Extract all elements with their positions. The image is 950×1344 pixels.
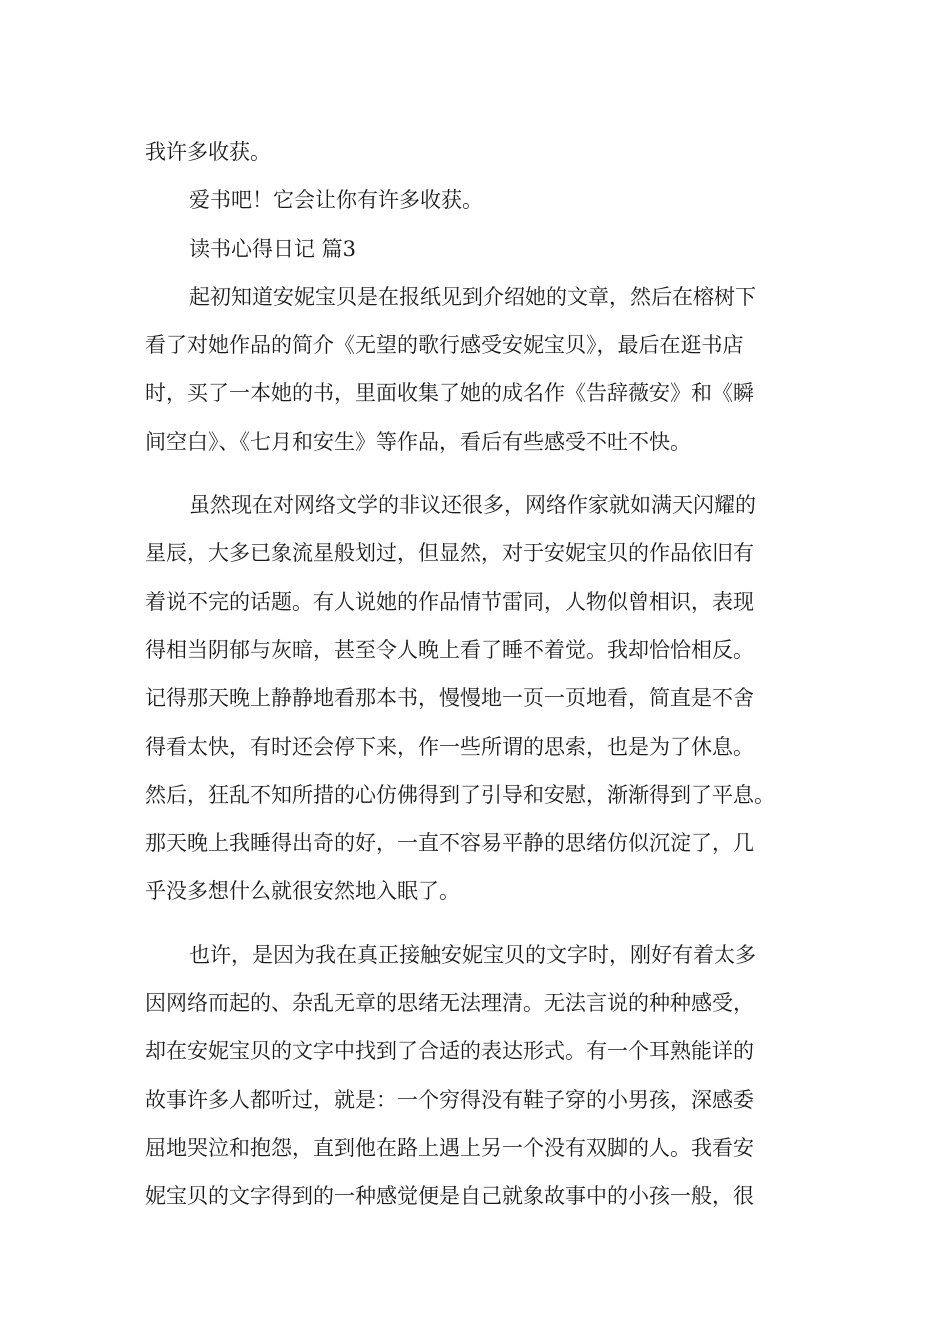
- text-line: 我许多收获。: [145, 140, 271, 164]
- text-line: 着说不完的话题。有人说她的作品情节雷同，人物似曾相识，表现: [145, 589, 754, 614]
- paragraph-perhaps: [145, 931, 810, 1221]
- text-line: 起初知道安妮宝贝是在报纸见到介绍她的文章，然后在榕树下: [189, 284, 756, 309]
- text-line: 星辰，大多已象流星般划过，但显然，对于安妮宝贝的作品依旧有: [145, 541, 754, 566]
- paragraph-gap: [145, 916, 810, 931]
- text-line: 记得那天晚上静静地看那本书，慢慢地一页一页地看，简直是不舍: [145, 686, 754, 711]
- paragraph-gap: [145, 466, 810, 481]
- text-line: 虽然现在对网络文学的非议还很多，网络作家就如满天闪耀的: [189, 493, 756, 518]
- text-line: 却在安妮宝贝的文字中找到了合适的表达形式。有一个耳熟能详的: [145, 1039, 754, 1064]
- text-line: 得相当阴郁与灰暗，甚至令人晚上看了睡不着觉。我却恰恰相反。: [145, 637, 754, 662]
- text-line: 得看太快，有时还会停下来，作一些所谓的思索，也是为了休息。: [145, 734, 754, 759]
- paragraph-continuation: [145, 128, 810, 176]
- text-line: 故事许多人都听过，就是：一个穷得没有鞋子穿的小男孩，深感委: [145, 1087, 754, 1112]
- text-line: 因网络而起的、杂乱无章的思绪无法理清。无法言说的种种感受，: [145, 991, 754, 1016]
- text-line: 屈地哭泣和抱怨，直到他在路上遇上另一个没有双脚的人。我看安: [145, 1135, 754, 1160]
- text-line: 妮宝贝的文字得到的一种感觉便是自己就象故事中的小孩一般，很: [145, 1184, 754, 1209]
- text-line: 也许，是因为我在真正接触安妮宝贝的文字时，刚好有着太多: [189, 942, 756, 967]
- text-line: 时，买了一本她的书，里面收集了她的成名作《告辞薇安》和《瞬: [145, 381, 754, 406]
- paragraph-network-literature: [145, 481, 810, 916]
- text-line: 间空白》、《七月和安生》等作品，看后有些感受不吐不快。: [145, 429, 691, 454]
- heading-line: 读书心得日记 篇3: [189, 236, 357, 261]
- text-line: 乎没多想什么就很安然地入眠了。: [145, 879, 460, 904]
- paragraph-love-books: [145, 176, 810, 224]
- text-line: 看了对她作品的简介《无望的歌行感受安妮宝贝》，最后在逛书店: [145, 333, 744, 358]
- text-line: 然后，狂乱不知所措的心仿佛得到了引导和安慰，渐渐得到了平息。: [145, 782, 775, 807]
- paragraph-intro: [145, 273, 810, 466]
- document-page: [145, 128, 810, 1221]
- section-heading: [145, 225, 810, 273]
- text-line: 那天晚上我睡得出奇的好，一直不容易平静的思绪仿似沉淀了，几: [145, 831, 754, 856]
- text-line: 爱书吧！它会让你有许多收获。: [189, 188, 483, 213]
